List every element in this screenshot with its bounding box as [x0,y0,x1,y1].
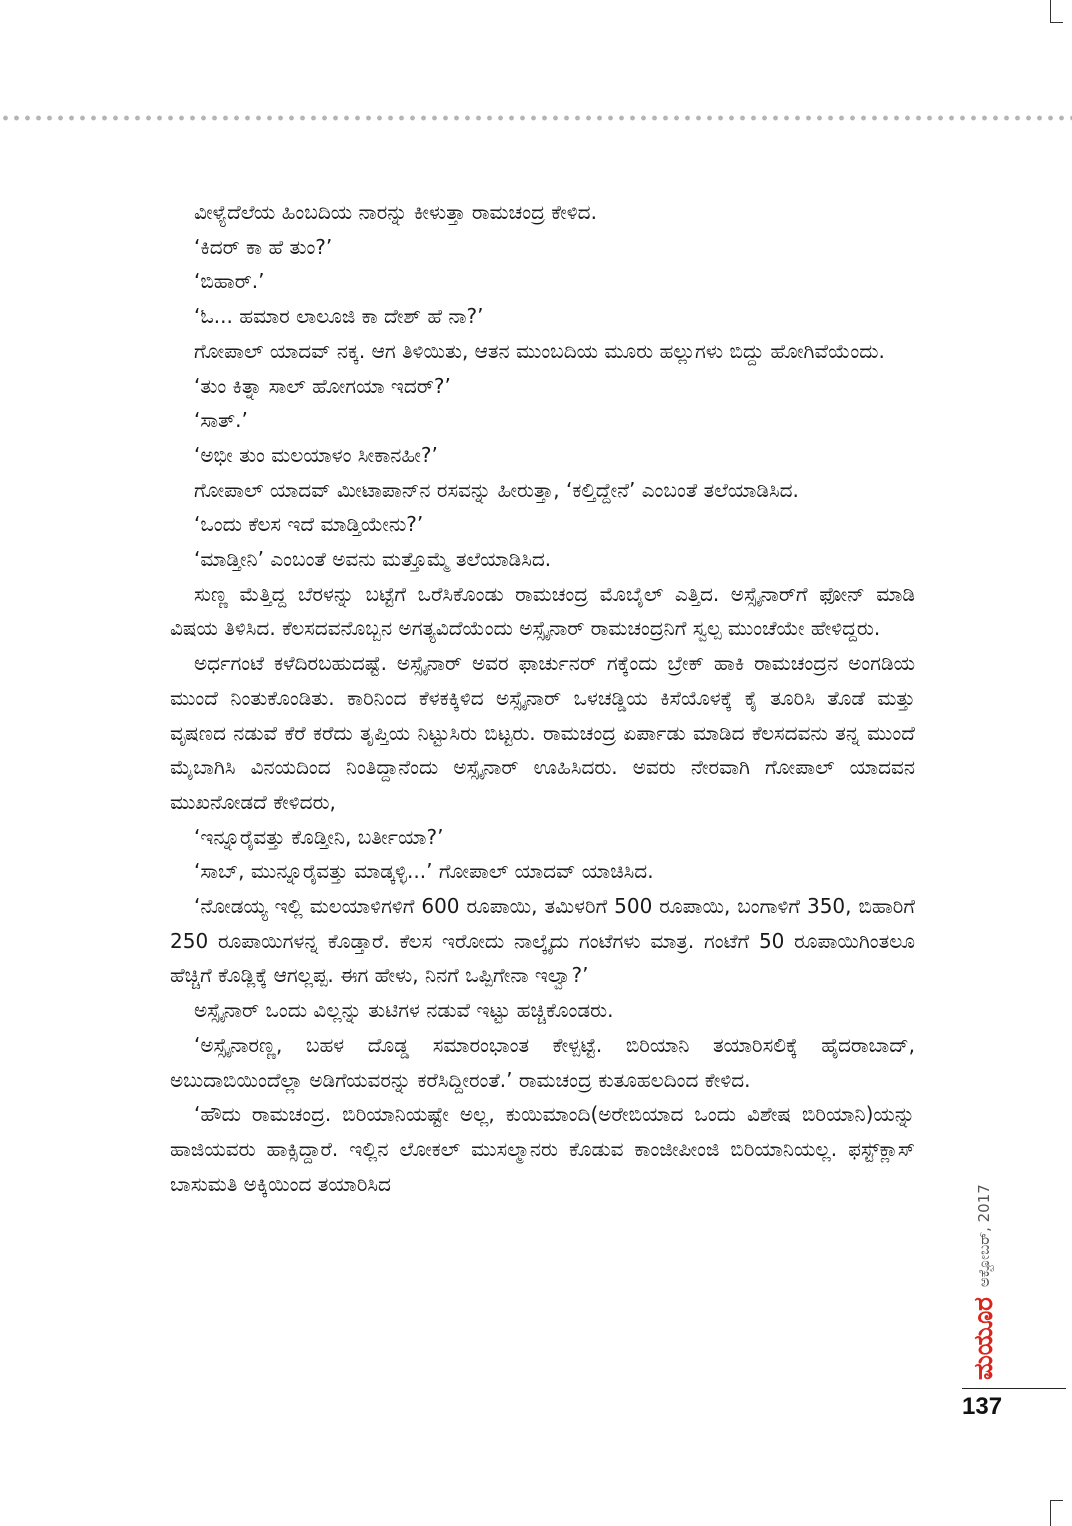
paragraph: ‘ಇನ್ನೂರೈವತ್ತು ಕೊಡ್ತೀನಿ, ಬರ್ತೀಯಾ?’ [194,824,444,849]
paragraph: ‘ನೋಡಯ್ಯ ಇಲ್ಲಿ ಮಲಯಾಳಿಗಳಿಗೆ 600 ರೂಪಾಯಿ, ತಮಿಳರಿಗೆ 500 ರೂಪಾಯಿ, ಬಂಗಾಳಿಗೆ 350, ಬಿಹಾರಿಗೆ 250 ರೂಪಾಯಿಗಳನ್ನ ಕೊಡ್ತಾರೆ. ಕೆಲಸ ಇರೋದು ನಾಲ್ಕೈದು ಗಂಟೆಗಳು ಮಾತ್ರ. ಗಂಟೆಗೆ 50 ರೂಪಾಯಿಗಿಂತಲೂ ಹೆಚ್ಚಿಗೆ ಕೊಡ್ಲಿಕ್ಕೆ ಆಗಲ್ಲಪ್ಪ. ಈಗ ಹೇಳು, ನಿನಗೆ ಒಪ್ಪಿಗೇನಾ ಇಲ್ವಾ?’ [170,894,915,988]
paragraph: ‘ಸಾಬ್, ಮುನ್ನೂರೈವತ್ತು ಮಾಡ್ಕಳ್ಳಿ...’ ಗೋಪಾಲ್ ಯಾದವ್ ಯಾಚಿಸಿದ. [194,859,654,884]
crop-mark-top-right [1050,0,1063,23]
paragraph: ಗೋಪಾಲ್ ಯಾದವ್ ನಕ್ಕ. ಆಗ ತಿಳಿಯಿತು, ಆತನ ಮುಂಬದಿಯ ಮೂರು ಹಲ್ಲುಗಳು ಬಿದ್ದು ಹೋಗಿವೆಯೆಂದು. [194,338,885,363]
paragraph: ‘ಸಾತ್.’ [194,408,248,433]
paragraph: ‘ಕಿದರ್ ಕಾ ಹೆ ತುಂ?’ [194,234,333,259]
paragraph: ‘ತುಂ ಕಿತ್ನಾ ಸಾಲ್ ಹೋಗಯಾ ಇದರ್?’ [194,373,451,398]
dotted-header-rule [0,114,1072,122]
paragraph: ‘ಅಸ್ಸೈನಾರಣ್ಣ, ಬಹಳ ದೊಡ್ಡ ಸಮಾರಂಭಾಂತ ಕೇಳ್ಪಟ್ಟೆ. ಬಿರಿಯಾನಿ ತಯಾರಿಸಲಿಕ್ಕೆ ಹೈದರಾಬಾದ್, ಅಬುದಾಬಿಯಿಂದೆಲ್ಲಾ ಅಡಿಗೆಯವರನ್ನು ಕರೆಸಿದ್ದೀರಂತೆ.’ ರಾಮಚಂದ್ರ ಕುತೂಹಲದಿಂದ ಕೇಳಿದ. [170,1032,915,1092]
issue-label [966,1080,1002,1380]
paragraph: ‘ಬಿಹಾರ್.’ [194,269,265,294]
page-number-rule [962,1388,1066,1389]
paragraph: ‘ಒಂದು ಕೆಲಸ ಇದೆ ಮಾಡ್ತಿಯೇನು?’ [194,512,424,537]
paragraph: ಅರ್ಧಗಂಟೆ ಕಳೆದಿರಬಹುದಷ್ಟೆ. ಅಸ್ಸೈನಾರ್ ಅವರ ಫಾರ್ಚುನರ್ ಗಕ್ಕೆಂದು ಬ್ರೇಕ್ ಹಾಕಿ ರಾಮಚಂದ್ರನ ಅಂಗಡಿಯ ಮುಂದೆ ನಿಂತುಕೊಂಡಿತು. ಕಾರಿನಿಂದ ಕೆಳಕಕ್ಕಿಳಿದ ಅಸ್ಸೈನಾರ್ ಒಳಚಡ್ಡಿಯ ಕಿಸೆಯೊಳಕ್ಕೆ ಕೈ ತೂರಿಸಿ ತೊಡೆ ಮತ್ತು ವೃಷಣದ ನಡುವೆ ಕೆರೆ ಕರೆದು ತೃಪ್ತಿಯ ನಿಟ್ಟುಸಿರು ಬಿಟ್ಟರು. ರಾಮಚಂದ್ರ ಏರ್ಪಾಡು ಮಾಡಿದ ಕೆಲಸದವನು ತನ್ನ ಮುಂದೆ ಮೈಬಾಗಿಸಿ ವಿನಯದಿಂದ ನಿಂತಿದ್ದಾನೆಂದು ಅಸ್ಸೈನಾರ್ ಊಹಿಸಿದರು. ಅವರು ನೇರವಾಗಿ ಗೋಪಾಲ್ ಯಾದವನ ಮುಖನೋಡದೆ ಕೇಳಿದರು, [170,651,915,814]
paragraph: ಅಸ್ಸೈನಾರ್ ಒಂದು ವಿಲ್ಲನ್ನು ತುಟಿಗಳ ನಡುವೆ ಇಟ್ಟು ಹಚ್ಚಿಕೊಂಡರು. [194,998,614,1023]
crop-mark-bottom-right [1050,1500,1063,1526]
page-number: 137 [962,1393,1003,1420]
magazine-name: ಮಯೂರ [968,1297,999,1380]
paragraph: ‘ಅಭೀ ತುಂ ಮಲಯಾಳಂ ಸೀಕಾನಹೀ?’ [194,442,438,467]
sidebar-masthead [960,1080,1010,1380]
paragraph: ‘ಓ... ಹಮಾರ ಲಾಲೂಜಿ ಕಾ ದೇಶ್ ಹೆ ನಾ?’ [194,304,484,329]
story-body [170,195,915,1201]
issue-date: ಅಕ್ಟೋಬರ್, 2017 [975,1184,993,1288]
paragraph: ಸುಣ್ಣ ಮೆತ್ತಿದ್ದ ಬೆರಳನ್ನು ಬಟ್ಟೆಗೆ ಒರೆಸಿಕೊಂಡು ರಾಮಚಂದ್ರ ಮೊಬೈಲ್ ಎತ್ತಿದ. ಅಸ್ಸೈನಾರ್‌ಗೆ ಫೋನ್ ಮಾಡಿ ವಿಷಯ ತಿಳಿಸಿದ. ಕೆಲಸದವನೊಬ್ಬನ ಅಗತ್ಯವಿದೆಯೆಂದು ಅಸ್ಸೈನಾರ್ ರಾಮಚಂದ್ರನಿಗೆ ಸ್ವಲ್ಪ ಮುಂಚೆಯೇ ಹೇಳಿದ್ದರು. [170,581,915,641]
paragraph: ಗೋಪಾಲ್ ಯಾದವ್ ಮೀಟಾಪಾನ್‌ನ ರಸವನ್ನು ಹೀರುತ್ತಾ, ‘ಕಲ್ತಿದ್ದೇನೆ’ ಎಂಬಂತೆ ತಲೆಯಾಡಿಸಿದ. [194,477,799,502]
paragraph: ವೀಳ್ಯೆದೆಲೆಯ ಹಿಂಬದಿಯ ನಾರನ್ನು ಕೀಳುತ್ತಾ ರಾಮಚಂದ್ರ ಕೇಳಿದ. [194,200,597,224]
paragraph: ‘ಹೌದು ರಾಮಚಂದ್ರ. ಬಿರಿಯಾನಿಯಷ್ಟೇ ಅಲ್ಲ, ಕುಯಿಮಾಂದಿ(ಅರೇಬಿಯಾದ ಒಂದು ವಿಶೇಷ ಬಿರಿಯಾನಿ)ಯನ್ನು ಹಾಜಿಯವರು ಹಾಕ್ಸಿದ್ದಾರೆ. ಇಲ್ಲಿನ ಲೋಕಲ್ ಮುಸಲ್ಮಾನರು ಕೊಡುವ ಕಾಂಜೀಪೀಂಜಿ ಬಿರಿಯಾನಿಯಲ್ಲ. ಫಸ್ಟ್‌ಕ್ಲಾಸ್ ಬಾಸುಮತಿ ಅಕ್ಕಿಯಿಂದ ತಯಾರಿಸಿದ [170,1102,915,1196]
paragraph: ‘ಮಾಡ್ತೀನಿ’ ಎಂಬಂತೆ ಅವನು ಮತ್ತೊಮ್ಮೆ ತಲೆಯಾಡಿಸಿದ. [194,547,552,572]
